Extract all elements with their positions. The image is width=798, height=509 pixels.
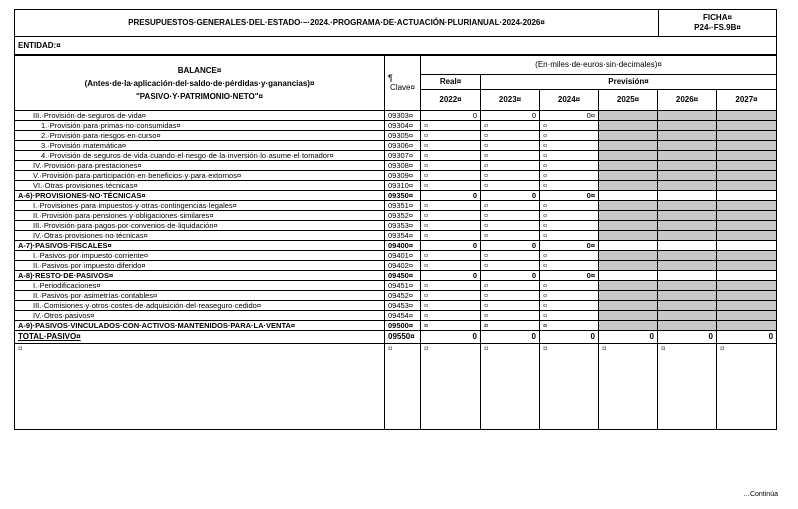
row-value-2024[interactable]: ¤ — [540, 171, 599, 181]
row-label: I.·Provisiones·para·impuestos·y·otras·contingencias·legales¤ — [15, 201, 385, 211]
row-value-2022[interactable]: ¤ — [421, 311, 481, 321]
row-value-2026[interactable] — [658, 261, 717, 271]
row-label: 3.·Provisión·matemática¤ — [15, 141, 385, 151]
row-value-2027[interactable] — [717, 161, 777, 171]
table-row — [15, 241, 777, 251]
row-value-2023[interactable]: ¤ — [481, 321, 540, 331]
table-row — [15, 171, 777, 181]
row-value-2024[interactable]: ¤ — [540, 261, 599, 271]
row-value-2027[interactable] — [717, 131, 777, 141]
title-table — [14, 9, 777, 55]
row-value-2026[interactable] — [658, 321, 717, 331]
clave-header — [385, 56, 421, 111]
row-clave: 09303¤ — [385, 111, 421, 121]
row-value-2024[interactable]: ¤ — [540, 231, 599, 241]
row-value-2024[interactable]: ¤ — [540, 161, 599, 171]
row-label: IV.·Provisión·para·prestaciones¤ — [15, 161, 385, 171]
row-value-2024[interactable]: ¤ — [540, 251, 599, 261]
row-value-2026[interactable] — [658, 301, 717, 311]
total-2026[interactable]: 0 — [658, 331, 717, 344]
row-value-2025[interactable] — [599, 171, 658, 181]
row-value-2023[interactable]: ¤ — [481, 291, 540, 301]
row-label: 4.·Provisión·de·seguros·de·vida·cuando·el·riesgo·de·la·inversión·lo·asume·el·tomador¤ — [15, 151, 385, 161]
row-value-2023[interactable]: ¤ — [481, 301, 540, 311]
table-row — [15, 151, 777, 161]
clave-label: Clave¤ — [390, 83, 415, 92]
row-value-2025[interactable] — [599, 121, 658, 131]
row-value-2027[interactable] — [717, 291, 777, 301]
row-value-2027[interactable] — [717, 111, 777, 121]
form-title: PRESUPUESTOS·GENERALES·DEL·ESTADO·–·2024.·PROGRAMA·DE·ACTUACIÓN·PLURIANUAL·2024-2026¤ — [15, 10, 659, 37]
row-value-2024[interactable]: 0¤ — [540, 111, 599, 121]
row-value-2026[interactable] — [658, 121, 717, 131]
row-value-2027[interactable] — [717, 231, 777, 241]
row-value-2027[interactable] — [717, 191, 777, 201]
row-value-2025[interactable] — [599, 131, 658, 141]
row-clave: 09309¤ — [385, 171, 421, 181]
row-value-2027[interactable] — [717, 181, 777, 191]
row-value-2025[interactable] — [599, 231, 658, 241]
row-value-2024[interactable]: ¤ — [540, 321, 599, 331]
row-value-2024[interactable]: 0¤ — [540, 271, 599, 281]
row-value-2025[interactable] — [599, 251, 658, 261]
row-value-2026[interactable] — [658, 221, 717, 231]
row-value-2026[interactable] — [658, 171, 717, 181]
row-value-2027[interactable] — [717, 321, 777, 331]
row-value-2022[interactable]: ¤ — [421, 151, 481, 161]
table-row — [15, 301, 777, 311]
row-value-2022[interactable]: 0 — [421, 111, 481, 121]
row-clave: 09306¤ — [385, 141, 421, 151]
row-value-2026[interactable] — [658, 241, 717, 251]
row-value-2022[interactable]: ¤ — [421, 221, 481, 231]
row-value-2027[interactable] — [717, 211, 777, 221]
row-value-2023[interactable]: ¤ — [481, 281, 540, 291]
year-2026: 2026¤ — [658, 90, 717, 111]
blank-cell: ¤ — [658, 344, 717, 430]
row-value-2025[interactable] — [599, 221, 658, 231]
row-value-2025[interactable] — [599, 301, 658, 311]
row-value-2026[interactable] — [658, 191, 717, 201]
row-value-2025[interactable] — [599, 291, 658, 301]
row-value-2023[interactable]: ¤ — [481, 261, 540, 271]
row-value-2023[interactable]: 0 — [481, 111, 540, 121]
row-value-2026[interactable] — [658, 271, 717, 281]
row-value-2023[interactable]: 0 — [481, 271, 540, 281]
year-2025: 2025¤ — [599, 90, 658, 111]
row-value-2022[interactable]: ¤ — [421, 121, 481, 131]
row-label: V.·Provisión·para·participación·en·beneficios·y·para·extornos¤ — [15, 171, 385, 181]
row-value-2022[interactable]: ¤ — [421, 291, 481, 301]
balance-rows — [15, 111, 777, 331]
total-2027[interactable]: 0 — [717, 331, 777, 344]
row-value-2023[interactable]: ¤ — [481, 131, 540, 141]
row-value-2023[interactable]: ¤ — [481, 201, 540, 211]
row-clave: 09305¤ — [385, 131, 421, 141]
row-value-2025[interactable] — [599, 241, 658, 251]
row-value-2024[interactable]: 0¤ — [540, 241, 599, 251]
row-value-2022[interactable]: ¤ — [421, 171, 481, 181]
row-value-2022[interactable]: ¤ — [421, 261, 481, 271]
row-value-2026[interactable] — [658, 161, 717, 171]
row-value-2023[interactable]: ¤ — [481, 181, 540, 191]
row-value-2026[interactable] — [658, 281, 717, 291]
row-value-2022[interactable]: ¤ — [421, 161, 481, 171]
row-value-2026[interactable] — [658, 201, 717, 211]
row-value-2022[interactable]: ¤ — [421, 181, 481, 191]
row-label: 1.·Provisión·para·primas·no·consumidas¤ — [15, 121, 385, 131]
row-value-2022[interactable]: ¤ — [421, 201, 481, 211]
row-value-2024[interactable]: 0¤ — [540, 191, 599, 201]
table-row — [15, 131, 777, 141]
table-row — [15, 191, 777, 201]
row-label: VI.·Otras·provisiones·técnicas¤ — [15, 181, 385, 191]
row-value-2022[interactable]: ¤ — [421, 131, 481, 141]
row-value-2027[interactable] — [717, 271, 777, 281]
row-value-2024[interactable]: ¤ — [540, 281, 599, 291]
row-value-2023[interactable]: ¤ — [481, 311, 540, 321]
row-value-2026[interactable] — [658, 211, 717, 221]
real-header: Real¤ — [421, 75, 481, 90]
balance-heading: BALANCE¤ — [177, 65, 222, 75]
row-clave: 09401¤ — [385, 251, 421, 261]
row-clave: 09308¤ — [385, 161, 421, 171]
row-value-2025[interactable] — [599, 151, 658, 161]
blank-cell: ¤ — [481, 344, 540, 430]
row-value-2027[interactable] — [717, 301, 777, 311]
row-clave: 09307¤ — [385, 151, 421, 161]
table-row — [15, 161, 777, 171]
row-label: A-6)·PROVISIONES·NO·TÉCNICAS¤ — [15, 191, 385, 201]
row-value-2025[interactable] — [599, 281, 658, 291]
row-value-2024[interactable]: ¤ — [540, 181, 599, 191]
blank-row — [15, 344, 777, 430]
table-row — [15, 251, 777, 261]
ficha-label: FICHA¤ — [703, 13, 732, 22]
row-label: A-9)·PASIVOS·VINCULADOS·CON·ACTIVOS·MANTENIDOS·PARA·LA·VENTA¤ — [15, 321, 385, 331]
table-row — [15, 221, 777, 231]
row-value-2027[interactable] — [717, 311, 777, 321]
row-value-2023[interactable]: ¤ — [481, 251, 540, 261]
row-value-2025[interactable] — [599, 141, 658, 151]
row-value-2027[interactable] — [717, 201, 777, 211]
total-2023[interactable]: 0 — [481, 331, 540, 344]
row-value-2023[interactable]: ¤ — [481, 211, 540, 221]
table-row — [15, 111, 777, 121]
year-2023: 2023¤ — [481, 90, 540, 111]
row-value-2026[interactable] — [658, 151, 717, 161]
total-2024[interactable]: 0 — [540, 331, 599, 344]
total-label: TOTAL·PASIVO¤ — [15, 331, 385, 344]
total-2025[interactable]: 0 — [599, 331, 658, 344]
row-value-2025[interactable] — [599, 271, 658, 281]
row-value-2026[interactable] — [658, 131, 717, 141]
row-label: III.·Provisión·de·seguros·de·vida¤ — [15, 111, 385, 121]
table-row — [15, 281, 777, 291]
row-clave: 09304¤ — [385, 121, 421, 131]
row-value-2025[interactable] — [599, 181, 658, 191]
year-2027: 2027¤ — [717, 90, 777, 111]
balance-section: "PASIVO·Y·PATRIMONIO·NETO"¤ — [136, 91, 263, 101]
row-value-2027[interactable] — [717, 281, 777, 291]
row-label: III.·Provisión·para·pagos·por·convenios·de·liquidación¤ — [15, 221, 385, 231]
row-value-2023[interactable]: ¤ — [481, 221, 540, 231]
row-value-2022[interactable]: 0 — [421, 191, 481, 201]
row-value-2023[interactable]: 0 — [481, 191, 540, 201]
row-value-2023[interactable]: ¤ — [481, 161, 540, 171]
prevision-header: Previsión¤ — [481, 75, 777, 90]
row-value-2027[interactable] — [717, 261, 777, 271]
row-clave: 09451¤ — [385, 281, 421, 291]
table-row — [15, 271, 777, 281]
blank-cell: ¤ — [15, 344, 385, 430]
row-value-2024[interactable]: ¤ — [540, 221, 599, 231]
row-label: IV.·Otras·provisiones·no·técnicas¤ — [15, 231, 385, 241]
row-label: II.·Pasivos·por·impuesto·diferido¤ — [15, 261, 385, 271]
row-label: I.·Pasivos·por·impuesto·corriente¤ — [15, 251, 385, 261]
row-value-2027[interactable] — [717, 121, 777, 131]
table-row — [15, 321, 777, 331]
row-label: A-7)·PASIVOS·FISCALES¤ — [15, 241, 385, 251]
row-value-2024[interactable]: ¤ — [540, 141, 599, 151]
row-value-2024[interactable]: ¤ — [540, 131, 599, 141]
row-value-2023[interactable]: ¤ — [481, 141, 540, 151]
row-label: III.·Comisiones·y·otros·costes·de·adquisición·del·reaseguro·cedido¤ — [15, 301, 385, 311]
row-clave: 09400¤ — [385, 241, 421, 251]
row-value-2022[interactable]: 0 — [421, 271, 481, 281]
balance-table — [14, 55, 777, 430]
row-label: A-8)·RESTO·DE·PASIVOS¤ — [15, 271, 385, 281]
table-row — [15, 181, 777, 191]
blank-cell: ¤ — [599, 344, 658, 430]
total-clave: 09550¤ — [385, 331, 421, 344]
row-value-2023[interactable]: ¤ — [481, 171, 540, 181]
row-value-2026[interactable] — [658, 111, 717, 121]
ficha-code: P24-·FS.9B¤ — [694, 23, 741, 32]
table-row — [15, 261, 777, 271]
row-value-2027[interactable] — [717, 171, 777, 181]
row-clave: 09353¤ — [385, 221, 421, 231]
row-value-2023[interactable]: ¤ — [481, 121, 540, 131]
row-value-2026[interactable] — [658, 251, 717, 261]
row-clave: 09402¤ — [385, 261, 421, 271]
row-value-2027[interactable] — [717, 151, 777, 161]
blank-cell: ¤ — [385, 344, 421, 430]
row-label: 2.·Provisión·para·riesgos·en·curso¤ — [15, 131, 385, 141]
form-sheet — [14, 9, 776, 430]
row-value-2023[interactable]: 0 — [481, 241, 540, 251]
balance-header — [15, 56, 385, 111]
row-label: I.·Periodificaciones¤ — [15, 281, 385, 291]
row-clave: 09450¤ — [385, 271, 421, 281]
row-clave: 09354¤ — [385, 231, 421, 241]
row-value-2022[interactable]: ¤ — [421, 251, 481, 261]
row-value-2022[interactable]: ¤ — [421, 281, 481, 291]
row-value-2026[interactable] — [658, 181, 717, 191]
row-value-2025[interactable] — [599, 111, 658, 121]
row-label: IV.·Otros·pasivos¤ — [15, 311, 385, 321]
row-value-2026[interactable] — [658, 311, 717, 321]
table-row — [15, 291, 777, 301]
row-value-2022[interactable]: ¤ — [421, 231, 481, 241]
entidad-field[interactable]: ENTIDAD:¤ — [15, 37, 777, 55]
row-value-2026[interactable] — [658, 291, 717, 301]
blank-cell: ¤ — [717, 344, 777, 430]
row-value-2025[interactable] — [599, 261, 658, 271]
row-value-2025[interactable] — [599, 311, 658, 321]
table-row — [15, 311, 777, 321]
table-row — [15, 201, 777, 211]
row-value-2026[interactable] — [658, 231, 717, 241]
row-value-2024[interactable]: ¤ — [540, 121, 599, 131]
table-row — [15, 231, 777, 241]
row-label: II.·Provisión·para·pensiones·y·obligaciones·similares¤ — [15, 211, 385, 221]
row-value-2027[interactable] — [717, 221, 777, 231]
row-value-2024[interactable]: ¤ — [540, 211, 599, 221]
row-value-2025[interactable] — [599, 161, 658, 171]
units-header: (En·miles·de·euros·sin·decimales)¤ — [421, 56, 777, 75]
row-value-2025[interactable] — [599, 321, 658, 331]
ficha-box — [659, 10, 777, 37]
row-value-2024[interactable]: ¤ — [540, 311, 599, 321]
year-2024: 2024¤ — [540, 90, 599, 111]
row-clave: 09452¤ — [385, 291, 421, 301]
row-value-2026[interactable] — [658, 141, 717, 151]
row-clave: 09454¤ — [385, 311, 421, 321]
pilcrow-mark: ¶ — [388, 73, 393, 83]
blank-cell: ¤ — [540, 344, 599, 430]
row-clave: 09453¤ — [385, 301, 421, 311]
row-value-2027[interactable] — [717, 251, 777, 261]
total-2022[interactable]: 0 — [421, 331, 481, 344]
table-row — [15, 211, 777, 221]
balance-subheading: (Antes·de·la·aplicación·del·saldo·de·pérdidas·y·ganancias)¤ — [84, 78, 315, 88]
row-value-2022[interactable]: ¤ — [421, 301, 481, 311]
row-value-2025[interactable] — [599, 201, 658, 211]
row-value-2024[interactable]: ¤ — [540, 301, 599, 311]
blank-cell: ¤ — [421, 344, 481, 430]
row-value-2023[interactable]: ¤ — [481, 231, 540, 241]
row-value-2024[interactable]: ¤ — [540, 151, 599, 161]
row-clave: 09310¤ — [385, 181, 421, 191]
row-value-2022[interactable]: ¤ — [421, 211, 481, 221]
row-value-2023[interactable]: ¤ — [481, 151, 540, 161]
total-row — [15, 331, 777, 344]
row-value-2025[interactable] — [599, 211, 658, 221]
row-value-2027[interactable] — [717, 241, 777, 251]
year-2022: 2022¤ — [421, 90, 481, 111]
table-row — [15, 141, 777, 151]
row-value-2022[interactable]: ¤ — [421, 141, 481, 151]
row-value-2024[interactable]: ¤ — [540, 201, 599, 211]
row-clave: 09351¤ — [385, 201, 421, 211]
row-label: II.·Pasivos·por·asimetrías·contables¤ — [15, 291, 385, 301]
row-value-2022[interactable]: 0 — [421, 241, 481, 251]
row-clave: 09352¤ — [385, 211, 421, 221]
continua-note: …Continúa — [742, 491, 778, 498]
row-value-2022[interactable]: ¤ — [421, 321, 481, 331]
row-value-2024[interactable]: ¤ — [540, 291, 599, 301]
table-row — [15, 121, 777, 131]
row-clave: 09350¤ — [385, 191, 421, 201]
row-clave: 09500¤ — [385, 321, 421, 331]
row-value-2025[interactable] — [599, 191, 658, 201]
row-value-2027[interactable] — [717, 141, 777, 151]
